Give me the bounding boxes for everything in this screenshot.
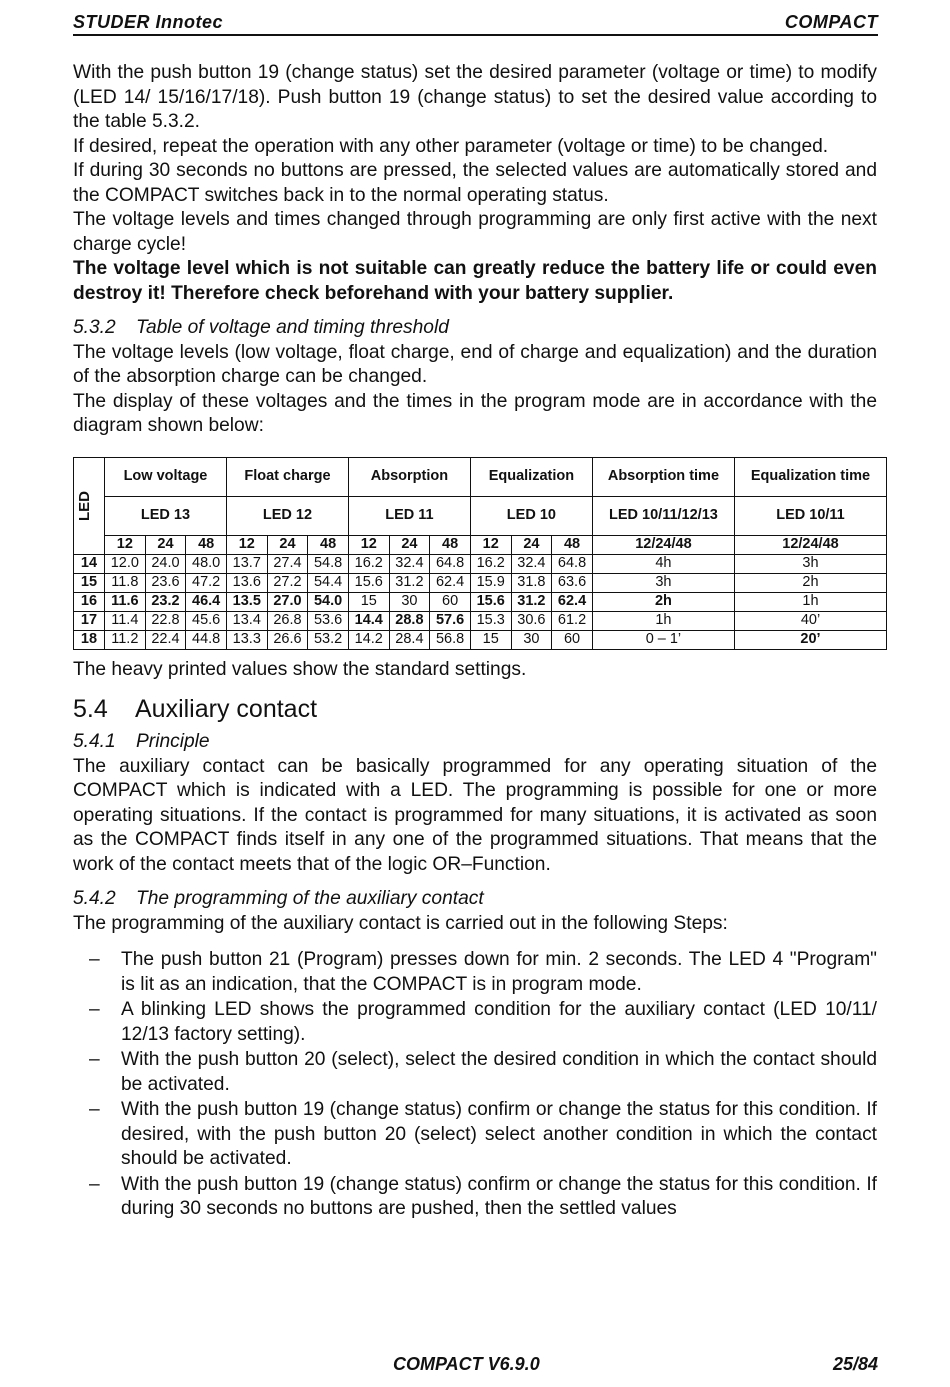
warning-paragraph: The voltage level which is not suitable can greatly reduce the battery life or could even destroy it! Therefore check beforehand with your battery supplier. <box>73 258 877 304</box>
table-cell: 54.8 <box>308 554 349 573</box>
table-cell: 15.6 <box>348 573 389 592</box>
list-item-text: With the push button 20 (select), select the desired condition in which the contact should be activated. <box>121 1049 877 1095</box>
group-header: Float charge <box>226 457 348 496</box>
section-heading-5-4-2 <box>73 887 877 912</box>
table-cell: 60 <box>552 630 593 649</box>
subheader-cell: 48 <box>430 535 471 554</box>
subheader-cell: 48 <box>186 535 227 554</box>
table-row <box>74 630 887 649</box>
threshold-table <box>73 457 887 650</box>
section-heading-5-3-2 <box>73 316 877 341</box>
table-row <box>74 554 887 573</box>
led-number-cell: 14 <box>74 554 105 573</box>
section-number: 5.4 <box>73 695 108 723</box>
table-cell: 60 <box>430 592 471 611</box>
table-cell: 11.8 <box>105 573 146 592</box>
table-cell: 1h <box>592 611 734 630</box>
led-header: LED 10/11 <box>734 496 886 535</box>
list-item: – With the push button 19 (change status) confirm or change the status for this condition. If during 30 seconds no buttons are pushed, then the settled values <box>89 1173 877 1219</box>
section-title: Table of voltage and timing threshold <box>136 317 449 338</box>
subheader-cell: 12 <box>226 535 267 554</box>
led-number-cell: 18 <box>74 630 105 649</box>
table-cell: 31.8 <box>511 573 552 592</box>
table-cell: 30.6 <box>511 611 552 630</box>
table-cell: 4h <box>592 554 734 573</box>
subheader-cell: 24 <box>389 535 430 554</box>
page-number: 25/84 <box>832 1354 878 1374</box>
led-column-header: LED <box>74 457 105 554</box>
paragraph: The programming of the auxiliary contact is carried out in the following Steps: <box>73 912 728 934</box>
led-header: LED 10 <box>470 496 592 535</box>
paragraph: The voltage levels (low voltage, float charge, end of charge and equalization) and the duration of the absorption charge can be changed. <box>73 341 877 387</box>
paragraph: With the push button 19 (change status) set the desired parameter (voltage or time) to modify (LED 14/ 15/16/17/18). Push button 19 (change status) to set the desired value according to the table 5.3.2. <box>73 62 877 132</box>
table-cell: 31.2 <box>389 573 430 592</box>
led-number-cell: 17 <box>74 611 105 630</box>
table-cell: 12.0 <box>105 554 146 573</box>
list-item: – The push button 21 (Program) presses down for min. 2 seconds. The LED 4 "Program" is lit as an indication, that the COMPACT is in program mode. <box>89 949 877 995</box>
table-cell: 44.8 <box>186 630 227 649</box>
section-title: Auxiliary contact <box>135 695 318 723</box>
table-cell: 0 – 1’ <box>592 630 734 649</box>
table-cell: 28.8 <box>389 611 430 630</box>
paragraph: The voltage levels and times changed through programming are only first active with the next charge cycle! <box>73 209 877 255</box>
table-cell: 63.6 <box>552 573 593 592</box>
group-header: Absorption <box>348 457 470 496</box>
page-header <box>73 10 878 36</box>
table-cell: 54.4 <box>308 573 349 592</box>
subheader-cell: 48 <box>552 535 593 554</box>
table-cell: 26.6 <box>267 630 308 649</box>
paragraph: If during 30 seconds no buttons are pressed, the selected values are automatically stored and the COMPACT switches back in to the normal operating status. <box>73 160 877 206</box>
section-title: The programming of the auxiliary contact <box>136 888 484 909</box>
table-cell: 61.2 <box>552 611 593 630</box>
table-cell: 26.8 <box>267 611 308 630</box>
list-item-text: The push button 21 (Program) presses down for min. 2 seconds. The LED 4 "Program" is lit as an indication, that the COMPACT is in program mode. <box>121 949 877 995</box>
list-item-text: With the push button 19 (change status) confirm or change the status for this condition. If during 30 seconds no buttons are pushed, then the settled values <box>121 1173 877 1219</box>
list-item: – With the push button 19 (change status) confirm or change the status for this condition. If desired, with the push button 20 (select) select another condition in which the contact should be activated. <box>89 1099 877 1169</box>
table-cell: 20’ <box>734 630 886 649</box>
table-cell: 2h <box>734 573 886 592</box>
section-number: 5.3.2 <box>73 317 116 338</box>
list-item: – With the push button 20 (select), select the desired condition in which the contact should be activated. <box>89 1049 877 1095</box>
table-cell: 27.2 <box>267 573 308 592</box>
table-cell: 15.6 <box>470 592 511 611</box>
table-cell: 45.6 <box>186 611 227 630</box>
table-cell: 64.8 <box>430 554 471 573</box>
table-cell: 14.2 <box>348 630 389 649</box>
table-cell: 15.3 <box>470 611 511 630</box>
table-cell: 47.2 <box>186 573 227 592</box>
table-cell: 32.4 <box>511 554 552 573</box>
table-cell: 23.6 <box>145 573 186 592</box>
table-cell: 13.3 <box>226 630 267 649</box>
table-cell: 11.2 <box>105 630 146 649</box>
table-cell: 27.0 <box>267 592 308 611</box>
led-header: LED 11 <box>348 496 470 535</box>
subheader-cell: 12/24/48 <box>592 535 734 554</box>
table-cell: 46.4 <box>186 592 227 611</box>
table-cell: 15.9 <box>470 573 511 592</box>
table-cell: 2h <box>592 592 734 611</box>
led-header: LED 13 <box>105 496 227 535</box>
section-heading-5-4 <box>73 694 877 724</box>
led-header: LED 12 <box>226 496 348 535</box>
led-number-cell: 15 <box>74 573 105 592</box>
table-cell: 53.2 <box>308 630 349 649</box>
group-header: Equalization <box>470 457 592 496</box>
group-header: Low voltage <box>105 457 227 496</box>
subheader-cell: 12/24/48 <box>734 535 886 554</box>
table-cell: 31.2 <box>511 592 552 611</box>
table-cell: 13.4 <box>226 611 267 630</box>
table-cell: 54.0 <box>308 592 349 611</box>
table-cell: 3h <box>734 554 886 573</box>
group-header: Absorption time <box>592 457 734 496</box>
table-cell: 57.6 <box>430 611 471 630</box>
group-header: Equalization time <box>734 457 886 496</box>
table-cell: 40’ <box>734 611 886 630</box>
table-cell: 48.0 <box>186 554 227 573</box>
table-cell: 28.4 <box>389 630 430 649</box>
section-heading-5-4-1 <box>73 730 877 755</box>
subheader-cell: 12 <box>470 535 511 554</box>
subheader-cell: 24 <box>145 535 186 554</box>
voltage-subheader-row <box>74 535 887 554</box>
table-row <box>74 611 887 630</box>
table-cell: 22.4 <box>145 630 186 649</box>
header-brand: STUDER Innotec <box>73 12 224 32</box>
table-note: The heavy printed values show the standard settings. <box>73 658 527 680</box>
table-cell: 53.6 <box>308 611 349 630</box>
table-cell: 56.8 <box>430 630 471 649</box>
table-row <box>74 592 887 611</box>
table-cell: 30 <box>511 630 552 649</box>
section-number: 5.4.2 <box>73 888 116 909</box>
subheader-cell: 48 <box>308 535 349 554</box>
subheader-cell: 24 <box>511 535 552 554</box>
page-footer <box>73 1354 878 1375</box>
table-cell: 62.4 <box>552 592 593 611</box>
table-cell: 16.2 <box>348 554 389 573</box>
table-body <box>74 554 887 649</box>
subheader-cell: 12 <box>348 535 389 554</box>
steps-list <box>73 948 877 1222</box>
table-cell: 13.7 <box>226 554 267 573</box>
table-cell: 32.4 <box>389 554 430 573</box>
led-number-cell: 16 <box>74 592 105 611</box>
header-product: COMPACT <box>784 12 878 32</box>
led-header: LED 10/11/12/13 <box>592 496 734 535</box>
table-row <box>74 573 887 592</box>
table-cell: 64.8 <box>552 554 593 573</box>
table-cell: 11.6 <box>105 592 146 611</box>
table-cell: 1h <box>734 592 886 611</box>
paragraph: The auxiliary contact can be basically programmed for any operating situation of the COMPACT which is indicated with a LED. The programming is possible for one or more operating situations. If the contact is programmed for many situations, it is activated as soon as the COMPACT finds itself in any one of the programmed situations. That means that the work of the contact meets that of the logic OR–Function. <box>73 755 877 875</box>
table-cell: 3h <box>592 573 734 592</box>
paragraph: If desired, repeat the operation with any other parameter (voltage or time) to be changed. <box>73 135 829 157</box>
section-title: Principle <box>136 731 210 752</box>
subheader-cell: 24 <box>267 535 308 554</box>
table-cell: 22.8 <box>145 611 186 630</box>
table-cell: 15 <box>348 592 389 611</box>
table-cell: 13.6 <box>226 573 267 592</box>
table-cell: 11.4 <box>105 611 146 630</box>
paragraph: The display of these voltages and the times in the program mode are in accordance with the diagram shown below: <box>73 390 877 436</box>
table-cell: 30 <box>389 592 430 611</box>
list-item-text: A blinking LED shows the programmed condition for the auxiliary contact (LED 10/11/ 12/13 factory setting). <box>121 999 877 1045</box>
page-content <box>73 61 877 1223</box>
section-number: 5.4.1 <box>73 731 116 752</box>
table-cell: 27.4 <box>267 554 308 573</box>
table-cell: 14.4 <box>348 611 389 630</box>
list-item-text: With the push button 19 (change status) confirm or change the status for this condition. If desired, with the push button 20 (select) select another condition in which the contact should be activated. <box>121 1099 877 1169</box>
table-cell: 23.2 <box>145 592 186 611</box>
table-cell: 13.5 <box>226 592 267 611</box>
subheader-cell: 12 <box>105 535 146 554</box>
list-item: – A blinking LED shows the programmed condition for the auxiliary contact (LED 10/11/ 12/13 factory setting). <box>89 999 877 1045</box>
table-cell: 15 <box>470 630 511 649</box>
table-cell: 62.4 <box>430 573 471 592</box>
table-cell: 16.2 <box>470 554 511 573</box>
footer-version: COMPACT V6.9.0 <box>393 1354 540 1374</box>
table-cell: 24.0 <box>145 554 186 573</box>
